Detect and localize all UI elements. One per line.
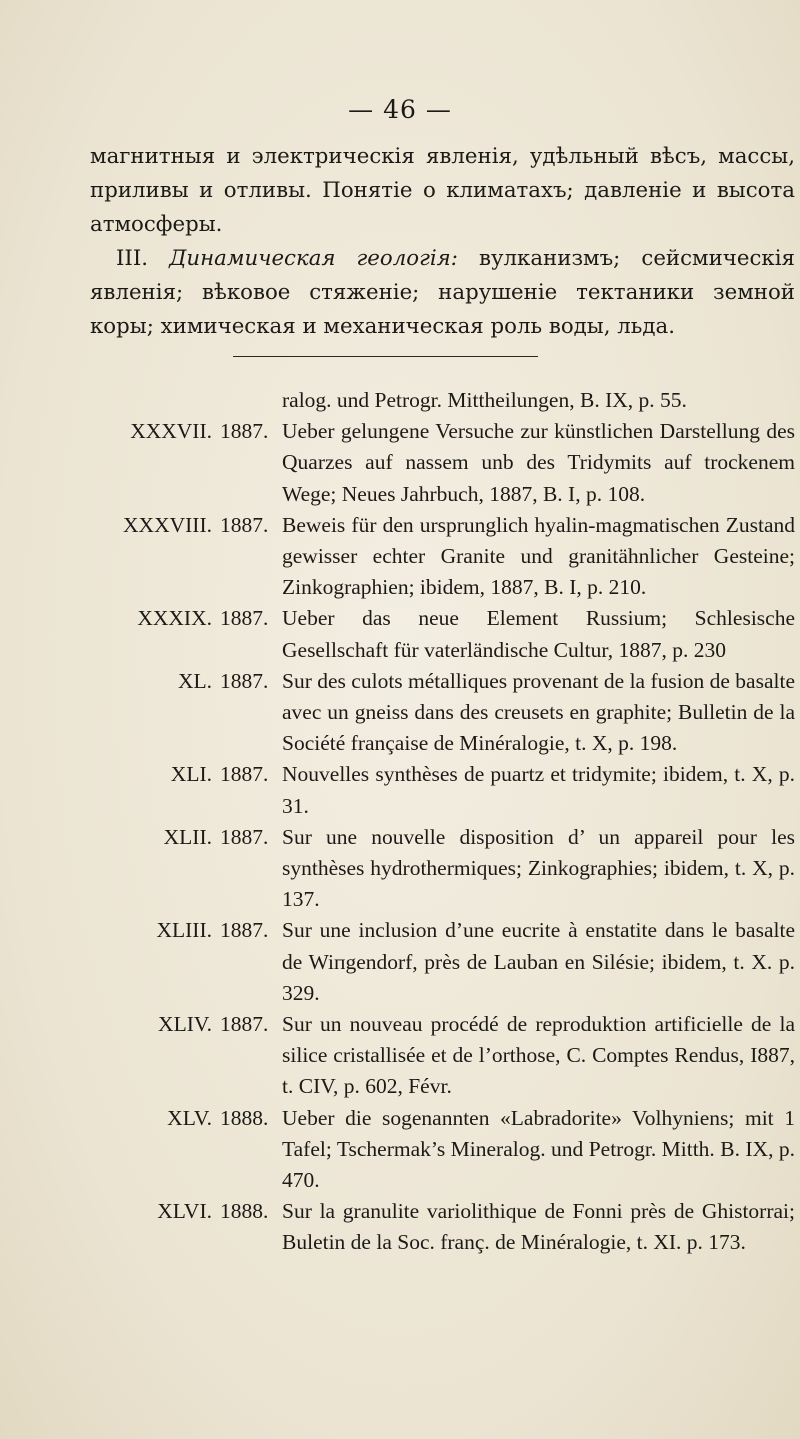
- entry-number: XLI.: [170, 762, 212, 787]
- entry-year: 1887.: [220, 1012, 269, 1037]
- bibliography-list: [90, 385, 795, 1259]
- entry-text: Ueber gelungene Versuche zur künstlichen Darstellung des Quarzes auf nassem unb des Tridymits auf trockenem Wege; Neues Jahrbuch, 1887, B. I, p. 108.: [282, 419, 795, 506]
- entry-year: 1887.: [220, 606, 269, 631]
- entry-year: 1887.: [220, 824, 269, 849]
- entry-number: XLIV.: [158, 1012, 212, 1037]
- bibliography-entry: [90, 416, 795, 510]
- entry-number: XLVI.: [157, 1199, 212, 1224]
- entry-text: Ueber das neue Element Russium; Schlesische Gesellschaft für vaterländische Cultur, 1887, p. 230: [282, 606, 795, 662]
- bibliography-entry: [90, 1009, 795, 1103]
- entry-number: XLIII.: [156, 918, 212, 943]
- section-text: вулканизмъ; сейсмическія явленія; вѣковое стяженіе; нарушеніе тектаники земной коры; химическая и механическая роль воды, льда.: [90, 246, 795, 339]
- continued-entry-text: ralog. und Petrogr. Mittheilungen, B. IX, p. 55.: [282, 388, 687, 412]
- bibliography-entry: [90, 822, 795, 916]
- bibliography-entry: [90, 1196, 795, 1258]
- entry-year: 1887.: [220, 918, 269, 943]
- entry-number: XXXVIII.: [123, 512, 212, 537]
- bibliography-entry: [90, 915, 795, 1009]
- entry-year: 1887.: [220, 512, 269, 537]
- section-numeral: III.: [116, 246, 149, 271]
- bibliography-entry: [90, 510, 795, 604]
- entry-text: Ueber die sogenannten «Labradorite» Volhyniens; mit 1 Tafel; Tschermak’s Mineralog. und Petrogr. Mitth. B. IX, p. 470.: [282, 1105, 795, 1193]
- entry-text: Nouvelles synthèses de puartz et tridymite; ibidem, t. X, p. 31.: [282, 762, 795, 818]
- bibliography-entry: [90, 603, 795, 665]
- entry-year: 1888.: [220, 1105, 269, 1130]
- section-title: Динамическая геологія:: [169, 246, 458, 271]
- intro-text: [90, 140, 795, 344]
- entry-year: 1887.: [220, 419, 269, 444]
- entry-year: 1888.: [220, 1199, 269, 1224]
- entry-number: XL.: [177, 668, 212, 693]
- entry-text: Sur une nouvelle disposition d’ un appareil pour les synthèses hydrothermiques; Zinkographies; ibidem, t. X, p. 137.: [282, 824, 795, 912]
- entry-text: Sur la granulite variolithique de Fonni près de Ghistorrai; Buletin de la Soc. franç. de Minéralogie, t. XI. p. 173.: [282, 1199, 795, 1255]
- bibliography-entry: [90, 759, 795, 821]
- entry-text: Sur des culots métalliques provenant de la fusion de basalte avec un gneiss dans des creusets en graphite; Bulletin de la Société française de Minéralogie, t. X, p. 198.: [282, 668, 795, 756]
- entry-text: Sur une inclusion d’une eucrite à enstatite dans le basalte de Wiпgendorf, près de Lauban en Silésie; ibidem, t. X. p. 329.: [282, 918, 795, 1005]
- entry-year: 1887.: [220, 668, 269, 693]
- entry-number: XXXIX.: [137, 606, 212, 631]
- entry-text: Beweis für den ursprunglich hyalin-magmatischen Zustand gewisser echter Granite und granitähnlicher Gesteine; Zinkographien; ibidem, 1887, B. I, p. 210.: [282, 512, 795, 600]
- entry-year: 1887.: [220, 762, 269, 787]
- entry-number: XLII.: [163, 824, 212, 849]
- entry-text: Sur un nouveau procédé de reproduktion artificielle de la silice cristallisée et de l’orthose, C. Comptes Rendus, I887, t. CIV, p. 602, Févr.: [282, 1012, 795, 1099]
- entry-number: XLV.: [167, 1105, 212, 1130]
- intro-paragraph: магнитныя и электрическія явленія, удѣльный вѣсъ, массы, приливы и отливы. Понятіе о климатахъ; давленіе и высота атмосферы.: [90, 144, 795, 237]
- entry-number: XXXVII.: [130, 419, 212, 444]
- bibliography-entry: [90, 666, 795, 760]
- divider-rule: [233, 356, 538, 357]
- bibliography-entry: [90, 1103, 795, 1197]
- page-number: — 46 —: [348, 95, 452, 124]
- section-paragraph: [90, 242, 795, 344]
